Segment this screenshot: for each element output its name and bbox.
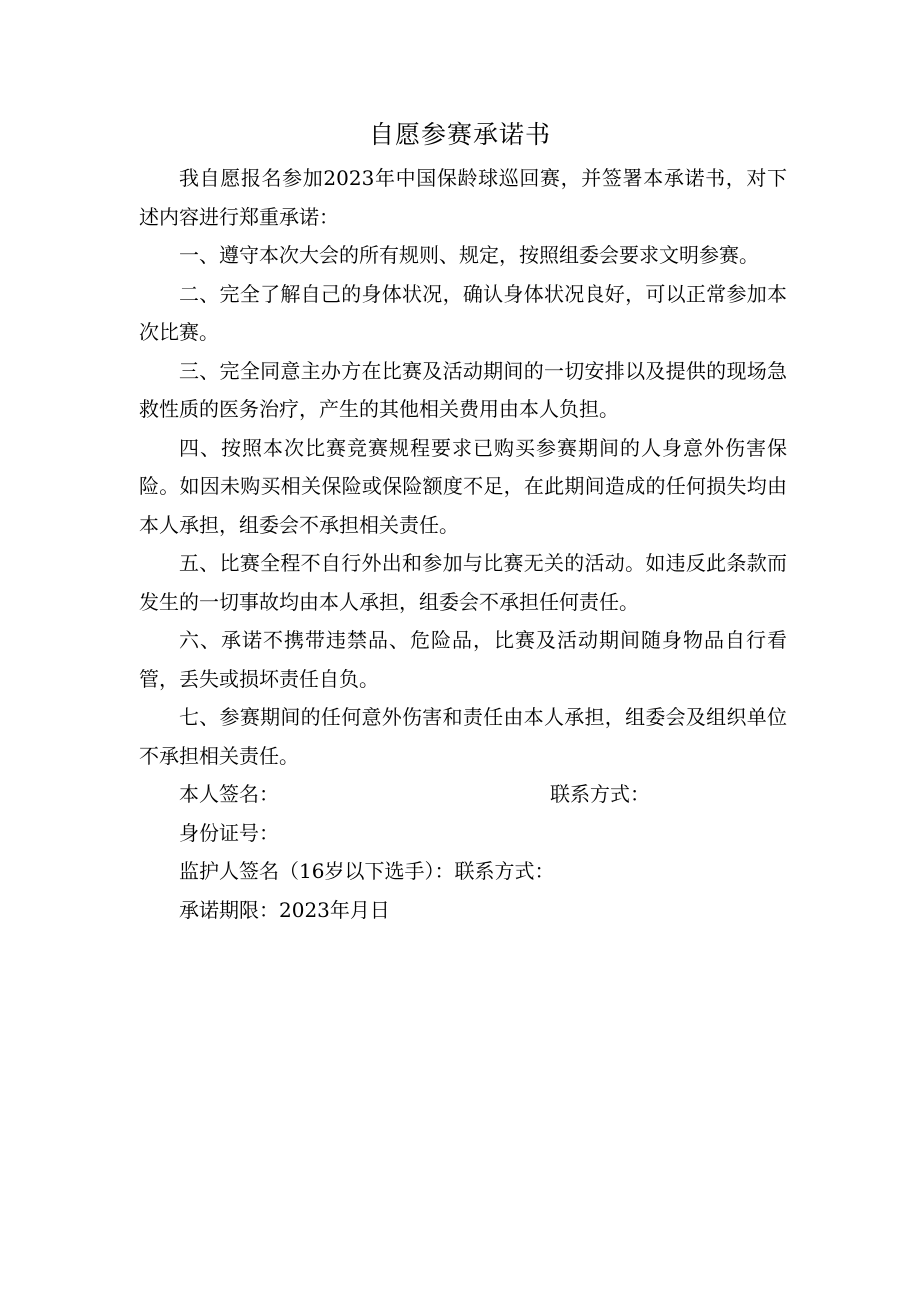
id-number-label: 身份证号： xyxy=(179,820,279,845)
clause-6: 六、承诺不携带违禁品、危险品，比赛及活动期间随身物品自行看管，丢失或损坏责任自负。 xyxy=(139,628,787,691)
clause-5: 五、比赛全程不自行外出和参加与比赛无关的活动。如违反此条款而发生的一切事故均由本人承担，组委会不承担任何责任。 xyxy=(139,551,787,614)
signature-name-label: 本人签名： xyxy=(179,782,279,806)
clause-4: 四、按照本次比赛竞赛规程要求已购买参赛期间的人身意外伤害保险。如因未购买相关保险或保险额度不足，在此期间造成的任何损失均由本人承担，组委会不承担相关责任。 xyxy=(139,435,787,537)
intro-paragraph: 我自愿报名参加2023年中国保龄球巡回赛，并签署本承诺书，对下述内容进行郑重承诺： xyxy=(139,166,787,229)
clause-3: 三、完全同意主办方在比赛及活动期间的一切安排以及提供的现场急救性质的医务治疗，产生的其他相关费用由本人负担。 xyxy=(139,358,787,421)
document-title: 自愿参赛承诺书 xyxy=(368,120,551,149)
clause-2: 二、完全了解自己的身体状况，确认身体状况良好，可以正常参加本次比赛。 xyxy=(139,281,787,344)
clause-1: 一、遵守本次大会的所有规则、规定，按照组委会要求文明参赛。 xyxy=(179,243,759,267)
id-number-line xyxy=(139,814,787,853)
signature-contact-label: 联系方式： xyxy=(550,782,650,806)
signature-line xyxy=(139,775,787,814)
guardian-line xyxy=(139,852,787,891)
document-body xyxy=(139,159,787,929)
promise-term-label: 承诺期限：2023年月日 xyxy=(179,897,390,922)
term-line xyxy=(139,891,787,930)
clause-7: 七、参赛期间的任何意外伤害和责任由本人承担，组委会及组织单位不承担相关责任。 xyxy=(139,705,787,768)
guardian-signature-label: 监护人签名（16岁以下选手）：联系方式： xyxy=(179,859,555,883)
